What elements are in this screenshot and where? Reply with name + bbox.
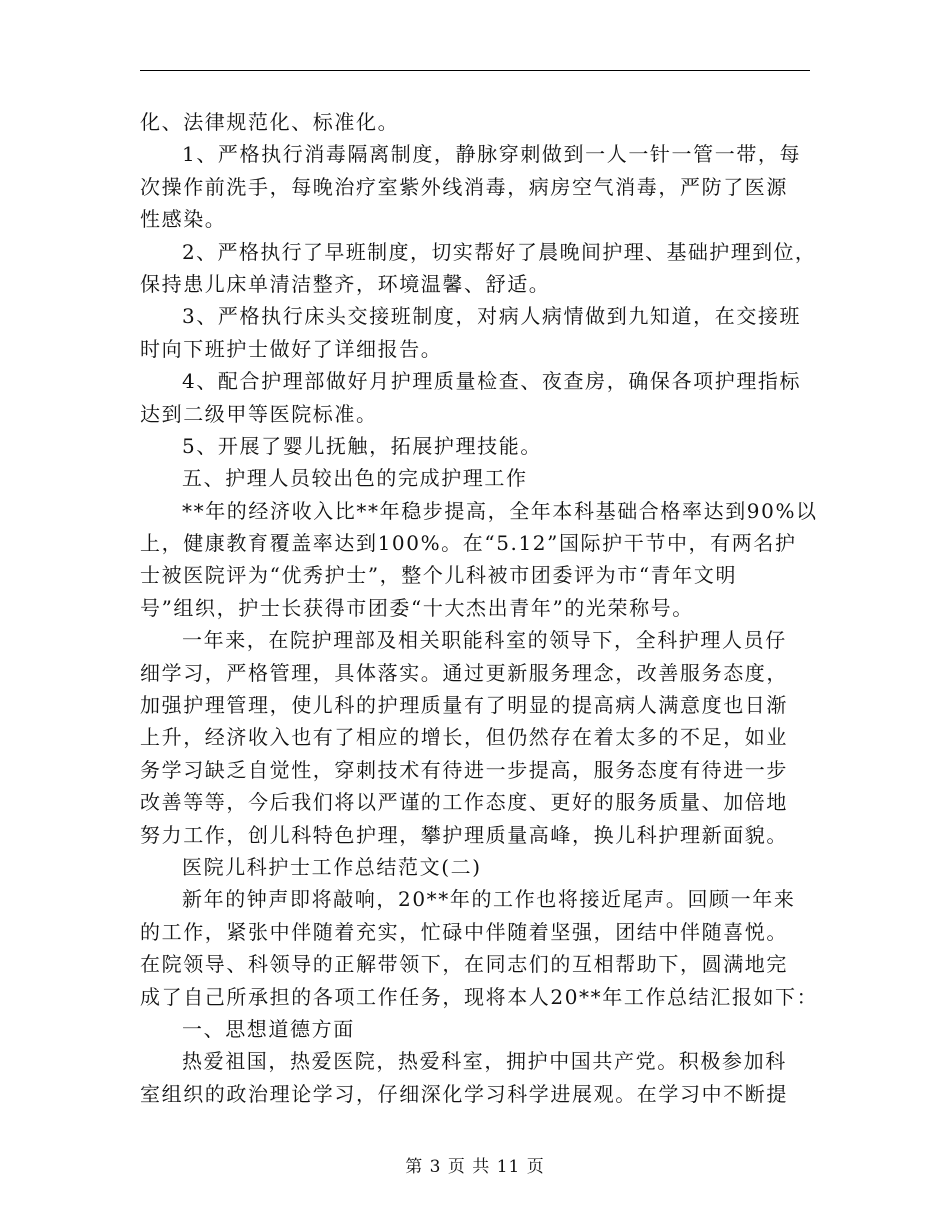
text-line: 努力工作，创儿科特色护理，攀护理质量高峰，换儿科护理新面貌。 (140, 822, 788, 847)
text-line: 化、法律规范化、标准化。 (140, 110, 400, 134)
text-line: 成了自己所承担的各项工作任务，现将本人20**年工作总结汇报如下： (140, 984, 819, 1009)
text-line: 的工作，紧张中伴随着充实，忙碌中伴随着坚强，团结中伴随喜悦。 (140, 919, 788, 944)
header-rule (140, 70, 810, 71)
page-number-footer: 第 3 页 共 11 页 (405, 1157, 545, 1177)
text-line: 务学习缺乏自觉性，穿刺技术有待进一步提高，服务态度有待进一步 (140, 757, 788, 782)
text-line: 次操作前洗手，每晚治疗室紫外线消毒，病房空气消毒，严防了医源 (140, 174, 788, 199)
text-line: 保持患儿床单清洁整齐，环境温馨、舒适。 (140, 271, 551, 296)
text-line: 4、配合护理部做好月护理质量检查、夜查房，确保各项护理指标 (182, 369, 802, 394)
text-line: 性感染。 (140, 207, 227, 232)
text-line: 医院儿科护士工作总结范文(二) (182, 854, 482, 879)
text-line: 一年来，在院护理部及相关职能科室的领导下，全科护理人员仔 (182, 628, 787, 653)
document-body (140, 106, 818, 1110)
text-line: 室组织的政治理论学习，仔细深化学习科学进展观。在学习中不断提 (140, 1081, 788, 1106)
text-line: 1、严格执行消毒隔离制度，静脉穿刺做到一人一针一管一带，每 (182, 142, 802, 167)
text-line: 一、思想道德方面 (182, 1016, 355, 1041)
text-line: 在院领导、科领导的正解带领下，在同志们的互相帮助下，圆满地完 (140, 952, 788, 977)
text-line: 热爱祖国，热爱医院，热爱科室，拥护中国共产党。积极参加科 (182, 1049, 787, 1074)
text-line: 时向下班护士做好了详细报告。 (140, 336, 443, 361)
text-line: 士被医院评为“优秀护士”，整个儿科被市团委评为市“青年文明 (140, 563, 738, 588)
text-line: 3、严格执行床头交接班制度，对病人病情做到九知道，在交接班 (182, 304, 802, 329)
text-line: 新年的钟声即将敲响，20**年的工作也将接近尾声。回顾一年来 (182, 887, 796, 912)
text-line: **年的经济收入比**年稳步提高，全年本科基础合格率达到90%以 (182, 498, 818, 523)
text-line: 2、严格执行了早班制度，切实帮好了晨晚间护理、基础护理到位， (182, 239, 817, 264)
text-line: 上，健康教育覆盖率达到100%。在“5.12”国际护干节中，有两名护 (140, 531, 797, 556)
text-line: 达到二级甲等医院标准。 (140, 401, 378, 426)
text-line: 改善等等，今后我们将以严谨的工作态度、更好的服务质量、加倍地 (140, 790, 788, 815)
text-line: 5、开展了婴儿抚触，拓展护理技能。 (182, 433, 542, 458)
text-line: 上升，经济收入也有了相应的增长，但仍然存在着太多的不足，如业 (140, 725, 788, 750)
text-line: 号”组织，护士长获得市团委“十大杰出青年”的光荣称号。 (140, 595, 694, 620)
text-line: 细学习，严格管理，具体落实。通过更新服务理念，改善服务态度， (140, 660, 788, 685)
text-line: 加强护理管理，使儿科的护理质量有了明显的提高病人满意度也日渐 (140, 693, 788, 718)
text-line: 五、护理人员较出色的完成护理工作 (182, 466, 528, 491)
